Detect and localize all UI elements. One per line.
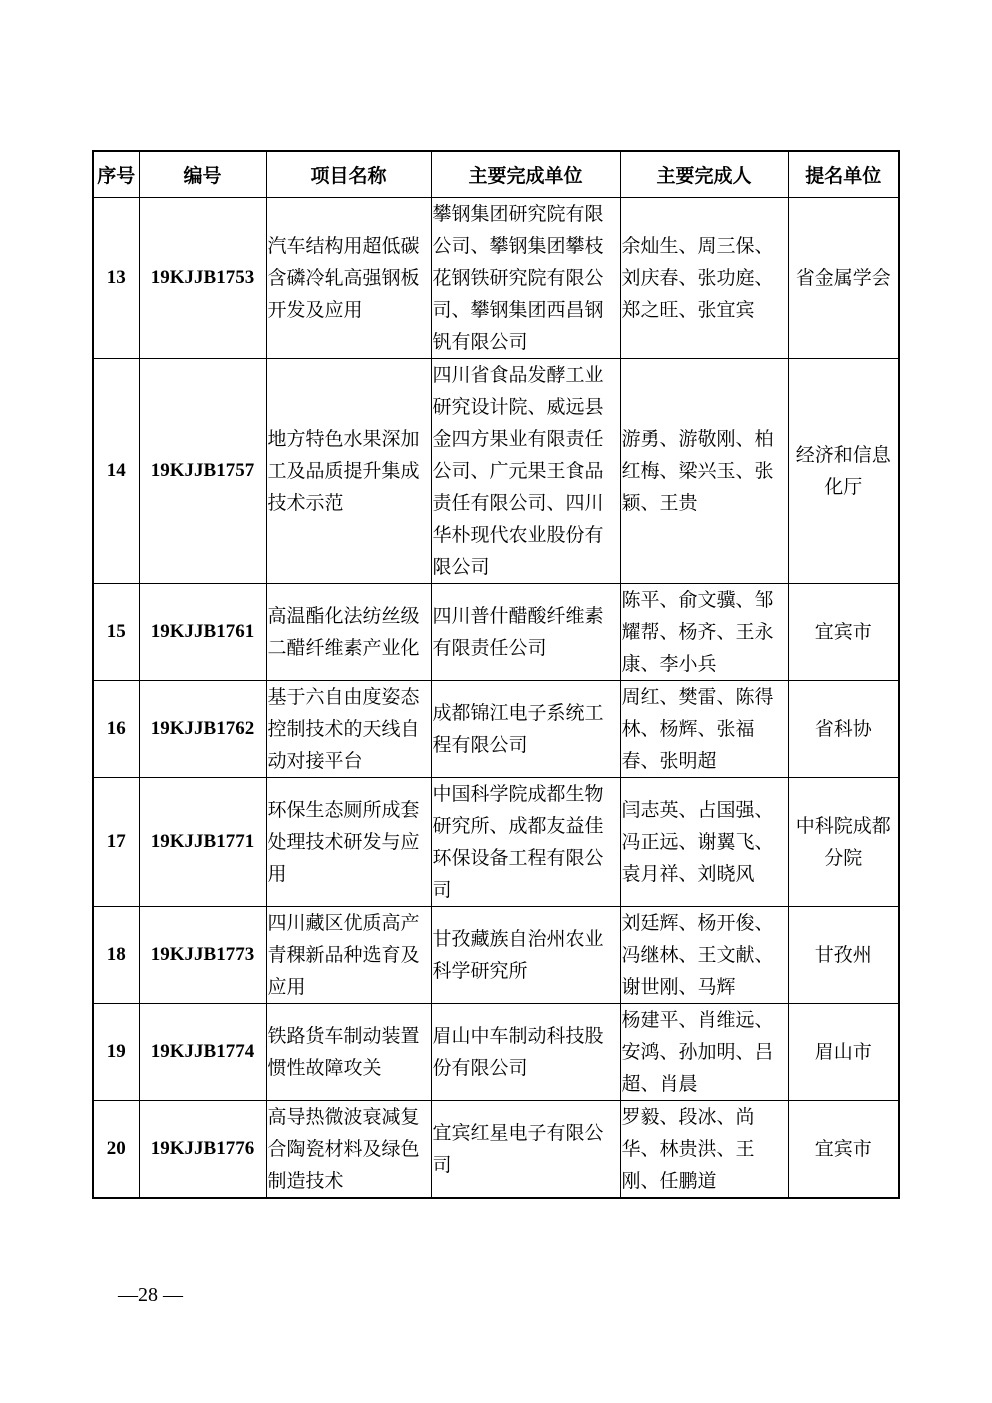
cell-code: 19KJJB1771 [139,778,266,907]
table-row [93,359,899,584]
cell-main-people: 闫志英、占国强、冯正远、谢翼飞、袁月祥、刘晓风 [620,778,788,907]
cell-project-name: 铁路货车制动装置惯性故障攻关 [266,1004,431,1101]
cell-seq: 17 [93,778,139,907]
table-row [93,584,899,681]
cell-main-people: 刘廷辉、杨开俊、冯继林、王文献、谢世刚、马辉 [620,907,788,1004]
table-row [93,198,899,359]
cell-code: 19KJJB1753 [139,198,266,359]
table-header-row [93,151,899,198]
cell-seq: 13 [93,198,139,359]
cell-seq: 16 [93,681,139,778]
cell-main-people: 周红、樊雷、陈得林、杨辉、张福春、张明超 [620,681,788,778]
cell-project-name: 四川藏区优质高产青稞新品种选育及应用 [266,907,431,1004]
cell-nominator: 眉山市 [788,1004,899,1101]
cell-seq: 20 [93,1101,139,1199]
cell-code: 19KJJB1774 [139,1004,266,1101]
cell-nominator: 甘孜州 [788,907,899,1004]
cell-project-name: 环保生态厕所成套处理技术研发与应用 [266,778,431,907]
cell-seq: 19 [93,1004,139,1101]
cell-nominator: 宜宾市 [788,1101,899,1199]
cell-project-name: 汽车结构用超低碳含磷冷轧高强钢板开发及应用 [266,198,431,359]
cell-nominator: 省金属学会 [788,198,899,359]
cell-seq: 15 [93,584,139,681]
cell-nominator: 经济和信息化厅 [788,359,899,584]
cell-code: 19KJJB1757 [139,359,266,584]
cell-seq: 14 [93,359,139,584]
cell-code: 19KJJB1773 [139,907,266,1004]
table-row [93,1004,899,1101]
header-main-unit: 主要完成单位 [431,151,620,198]
page-number: —28 — [118,1284,183,1306]
cell-main-people: 罗毅、段冰、尚华、林贵洪、王刚、任鹏道 [620,1101,788,1199]
cell-project-name: 基于六自由度姿态控制技术的天线自动对接平台 [266,681,431,778]
cell-nominator: 宜宾市 [788,584,899,681]
cell-project-name: 高导热微波衰减复合陶瓷材料及绿色制造技术 [266,1101,431,1199]
header-nominator: 提名单位 [788,151,899,198]
cell-code: 19KJJB1776 [139,1101,266,1199]
header-code: 编号 [139,151,266,198]
cell-project-name: 地方特色水果深加工及品质提升集成技术示范 [266,359,431,584]
cell-code: 19KJJB1761 [139,584,266,681]
header-seq: 序号 [93,151,139,198]
table-row [93,1101,899,1199]
header-project-name: 项目名称 [266,151,431,198]
cell-main-unit: 四川普什醋酸纤维素有限责任公司 [431,584,620,681]
header-main-people: 主要完成人 [620,151,788,198]
table-row [93,907,899,1004]
cell-main-people: 游勇、游敬刚、柏红梅、梁兴玉、张颖、王贵 [620,359,788,584]
cell-main-people: 杨建平、肖维远、安鸿、孙加明、吕超、肖晨 [620,1004,788,1101]
cell-main-unit: 中国科学院成都生物研究所、成都友益佳环保设备工程有限公司 [431,778,620,907]
award-table [92,150,900,1199]
cell-main-people: 陈平、俞文骥、邹耀帮、杨齐、王永康、李小兵 [620,584,788,681]
cell-main-unit: 四川省食品发酵工业研究设计院、威远县金四方果业有限责任公司、广元果王食品责任有限公司、四川华朴现代农业股份有限公司 [431,359,620,584]
cell-project-name: 高温酯化法纺丝级二醋纤维素产业化 [266,584,431,681]
cell-main-unit: 宜宾红星电子有限公司 [431,1101,620,1199]
cell-main-unit: 甘孜藏族自治州农业科学研究所 [431,907,620,1004]
cell-seq: 18 [93,907,139,1004]
cell-nominator: 省科协 [788,681,899,778]
cell-main-unit: 攀钢集团研究院有限公司、攀钢集团攀枝花钢铁研究院有限公司、攀钢集团西昌钢钒有限公司 [431,198,620,359]
cell-main-unit: 眉山中车制动科技股份有限公司 [431,1004,620,1101]
cell-nominator: 中科院成都分院 [788,778,899,907]
table-row [93,681,899,778]
cell-main-people: 余灿生、周三保、刘庆春、张功庭、郑之旺、张宜宾 [620,198,788,359]
cell-code: 19KJJB1762 [139,681,266,778]
cell-main-unit: 成都锦江电子系统工程有限公司 [431,681,620,778]
table-row [93,778,899,907]
